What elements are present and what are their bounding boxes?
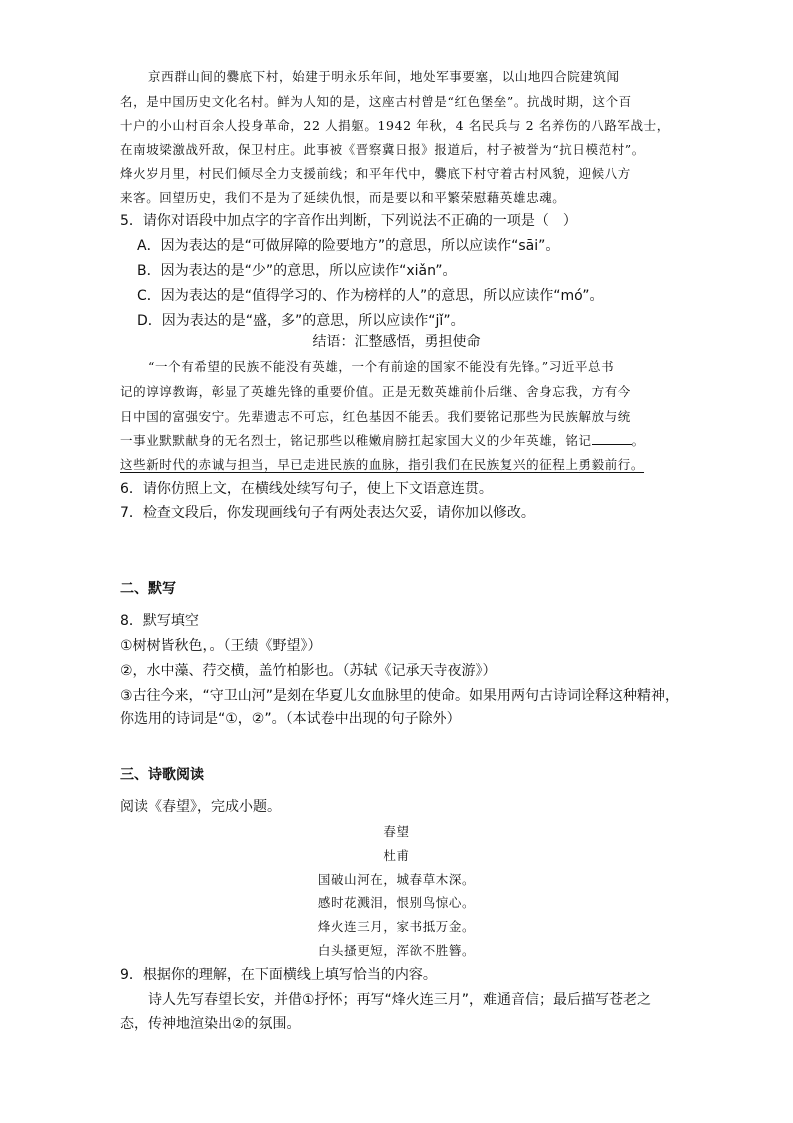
poem-line: 白头搔更短，浑欲不胜簪。 [317,943,476,958]
section-3-title: 三、诗歌阅读 [120,767,204,783]
question-8-item-2: ②，水中藻、荇交横，盖竹柏影也。（苏轼《记承天寺夜游》） [120,663,497,679]
passage-2-line-4 [120,432,645,450]
question-5-option-c: C．因为表达的是“值得学习的、作为榜样的人”的意思，所以应读作“mó”。 [137,288,604,304]
passage-1-line: 在南坡梁激战歼敌，保卫村庄。此事被《晋察冀日报》报道后，村子被誉为“抗日模范村”。 [120,142,645,157]
question-5-stem: 5．请你对语段中加点字的字音作出判断，下列说法不正确的一项是（ ） [120,213,577,229]
passage-1-line: 京西群山间的爨底下村，始建于明永乐年间，地处军事要塞，以山地四合院建筑闻 [148,69,620,84]
passage-2-line-end: 。 [631,433,645,448]
poem-line: 感时花溅泪，恨别鸟惊心。 [317,895,476,910]
question-9: 9．根据你的理解，在下面横线上填写恰当的内容。 [120,967,437,983]
passage-2-line: 日中国的富强安宁。先辈遗志不可忘，红色基因不能丢。我们要铭记那些为民族解放与统 [120,409,631,424]
fill-blank[interactable] [592,432,632,445]
question-5-option-d: D．因为表达的是“盛，多”的意思，所以应读作“jǐ”。 [137,313,465,329]
question-9-text-line-2: 态，传神地渲染出②的氛围。 [120,1016,301,1032]
poem-line: 国破山河在，城春草木深。 [317,872,476,887]
question-5-option-b: B．因为表达的是“少”的意思，所以应读作“xiǎn”。 [137,263,457,279]
question-9-text-line-1: 诗人先写春望长安，并借①抒怀；再写“烽火连三月”，难通音信；最后描写苍老之 [148,992,652,1008]
passage-1-line: 十户的小山村百余人投身革命，22 人捐躯。1942 年秋，4 名民兵与 2 名养伤的八路军战士， [120,118,670,133]
passage-1-line: 来客。回望历史，我们不是为了延续仇恨，而是要以和平繁荣慰藉英雄忠魂。 [120,190,566,205]
passage-2-line: 记的谆谆教诲，彰显了英雄先锋的重要价值。正是无数英雄前仆后继、舍身忘我，方有今 [120,384,631,399]
section-2-title: 二、默写 [120,581,176,597]
question-7: 7．检查文段后，你发现画线句子有两处表达欠妥，请你加以修改。 [120,505,535,521]
question-6: 6．请你仿照上文，在横线处续写句子，使上下文语意连贯。 [120,481,493,497]
passage-1-line: 名，是中国历史文化名村。鲜为人知的是，这座古村曾是“红色堡垒”。抗战时期，这个百 [120,94,632,109]
conclusion-title: 结语：汇整感悟，勇担使命 [312,334,481,350]
poem-title: 春望 [383,824,410,839]
section-3-intro: 阅读《春望》，完成小题。 [120,799,281,815]
passage-2-line-text: 一事业默默献身的无名烈士，铭记那些以稚嫩肩膀扛起家国大义的少年英雄，铭记 [120,433,592,448]
poem-line: 烽火连三月，家书抵万金。 [317,919,476,934]
question-5-option-a: A．因为表达的是“可做屏障的险要地方”的意思，所以应读作“sāi”。 [137,238,560,254]
question-8-item-3: ③古往今来，“守卫山河”是刻在华夏儿女血脉里的使命。如果用两句古诗词诠释这种精神， [120,688,680,704]
passage-2-line: “一个有希望的民族不能没有英雄，一个有前途的国家不能没有先锋。”习近平总书 [148,359,615,374]
underlined-sentence: 这些新时代的赤诚与担当，早已走进民族的血脉，指引我们在民族复兴的征程上勇毅前行。 [120,457,645,472]
passage-1-line: 烽火岁月里，村民们倾尽全力支援前线；和平年代中，爨底下村守着古村风貌，迎候八方 [120,166,631,181]
question-8-item-1: ①树树皆秋色，。（王绩《野望》） [120,638,322,654]
question-8-item-3-cont: 你选用的诗词是“①，②”。（本试卷中出现的句子除外） [120,711,461,727]
poem-author: 杜甫 [383,848,410,863]
question-8: 8．默写填空 [120,613,199,629]
